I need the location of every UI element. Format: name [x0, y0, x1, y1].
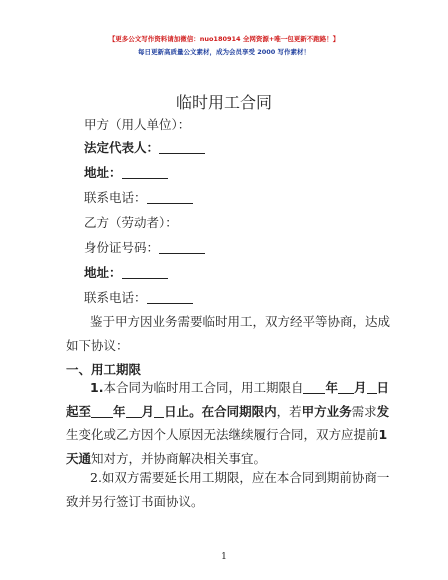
clause-1-text-7: 生: [66, 427, 79, 442]
intro-text: 鉴于甲方因业务需要临时用工，双方经平等协商，达成如下协议：: [66, 314, 391, 353]
party-b-id-label: 身份证号码：: [84, 240, 160, 255]
page-number: 1: [221, 552, 227, 562]
promo-banner-line-1: 【更多公文写作资料请加微信：nuo180914 全网资源+唯一包更新不跑路！】: [108, 35, 340, 43]
party-b-address-field: [84, 263, 168, 281]
party-a-heading: 甲方（用人单位）：: [84, 117, 191, 132]
party-b-address-label: 地址：: [84, 265, 122, 280]
party-b-phone-label: 联系电话：: [84, 290, 147, 305]
party-a-phone-blank: [147, 191, 193, 204]
legal-representative-field: [84, 138, 205, 156]
document-title: 临时用工合同: [175, 93, 272, 112]
party-b-id-blank: [159, 241, 205, 254]
end-month-blank: [126, 405, 142, 418]
legal-representative-label: 法定代表人：: [84, 140, 160, 155]
clause-2-text: 2.如双方需要延长用工期限，应在本合同到期前协商一致并另行签订书面协议。: [66, 470, 390, 509]
clause-1-text-10: 知对方，并协商解决相关事宜。: [91, 450, 267, 466]
start-month-blank: [338, 381, 354, 394]
promo-banner-line-2: 每日更新高质量公文素材，成为会员享受 2000 写作素材！: [137, 48, 311, 56]
party-a-address-blank: [122, 166, 168, 179]
party-b-phone-blank: [147, 291, 193, 304]
party-b-id-field: [84, 238, 205, 256]
section-1-heading-text: 一、用工期限: [66, 362, 142, 377]
clause-1-text-3: ，若: [276, 403, 302, 419]
clause-2-paragraph: [66, 466, 391, 513]
party-b-phone-field: [84, 288, 193, 306]
end-year-label: 年: [113, 403, 126, 419]
start-year-label: 年: [325, 380, 338, 395]
to-label: 至: [78, 403, 92, 419]
party-b-address-blank: [122, 266, 168, 279]
party-a-phone-field: [84, 188, 193, 206]
start-month-label: 月: [353, 380, 367, 395]
party-a-address-field: [84, 163, 168, 181]
end-year-blank: [91, 405, 113, 418]
end-day-blank: [154, 405, 164, 418]
party-b-heading: 乙方（劳动者）：: [84, 215, 178, 230]
clause-1-text-4: 甲方业务: [301, 403, 352, 419]
start-year-blank: [303, 381, 325, 394]
start-day-label: 日起: [66, 380, 390, 419]
clause-1-number: 1.: [90, 380, 104, 395]
clause-1-text-9: 1 天通: [66, 427, 388, 466]
clause-1-text-5: 需求: [351, 403, 377, 419]
end-day-label: 日止。: [164, 403, 202, 419]
clause-1-text-1: 本合同为临时用工合同，用工期限自: [103, 380, 304, 395]
legal-representative-blank: [159, 141, 205, 154]
start-day-blank: [367, 381, 377, 394]
clause-1-text-8: 变化或乙方因个人原因无法继续履行合同，双方应提前: [78, 427, 379, 442]
clause-1-text-6: 发: [376, 403, 390, 419]
intro-paragraph: [66, 310, 391, 357]
party-a-address-label: 地址：: [84, 165, 122, 180]
clause-1-paragraph: [66, 376, 391, 470]
clause-1-text-2: 在合同期限内: [201, 403, 277, 419]
end-month-label: 月: [141, 403, 155, 419]
party-a-phone-label: 联系电话：: [84, 190, 147, 205]
